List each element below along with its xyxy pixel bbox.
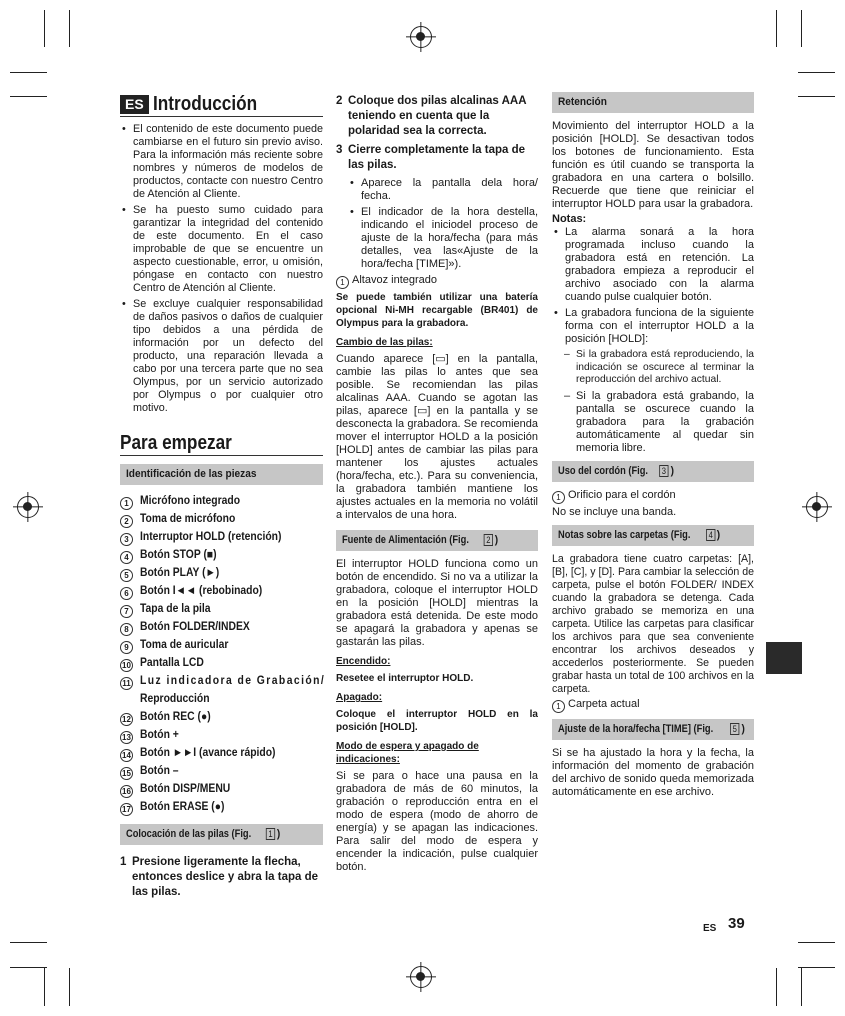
ni-mh-note: Se puede también utilizar una batería opcional Ni-MH recargable (BR401) de Olympus para la grabadora. — [336, 292, 538, 329]
column-left — [120, 92, 326, 904]
subheading: Modo de espera y apagado de indicaciones: — [336, 741, 479, 765]
figure-ref: 1 — [266, 828, 275, 840]
list-item: 10 Pantalla LCD — [120, 654, 323, 672]
paragraph: Movimiento del interruptor HOLD a la posición [HOLD]. Se desactivan todos los botones de funcionamiento. Esta función es útil cuando se transporta la grabadora en una cartera o bolsillo. Recuerde que tiene que reiniciar el interruptor HOLD para usar la grabadora. — [552, 120, 754, 210]
list-item: 13 Botón + — [120, 726, 323, 744]
subheading: Cambio de las pilas: — [336, 337, 433, 348]
crop-mark — [69, 968, 70, 1006]
list-item: 11 Luz indicadora de Grabación/ — [120, 672, 323, 690]
strap-item: 1 Orificio para el cordón — [552, 489, 754, 504]
intro-bullets — [120, 123, 323, 415]
list-item: 7 Tapa de la pila — [120, 600, 323, 618]
notes-bullets — [552, 226, 754, 346]
paragraph: Coloque el interruptor HOLD en la posición [HOLD]. — [336, 709, 538, 733]
list-item: • La alarma sonará a la hora programada incluso cuando la grabadora está en retención. La grabadora empieza a reproducir el archivo asociado con la alarma cuando pulse cualquier botón. — [552, 226, 754, 304]
figure-ref: 5 — [730, 723, 739, 735]
list-item: • Aparece la pantalla dela hora/ fecha. — [348, 177, 538, 203]
list-item: 6 Botón I◄◄ (rebobinado) — [120, 582, 323, 600]
list-item: • La grabadora funciona de la siguiente forma con el interruptor HOLD a la posición [HOLD]: — [552, 307, 754, 346]
crop-mark — [776, 968, 777, 1006]
time-header: Ajuste de la hora/fecha [TIME] (Fig. 5 ) — [552, 719, 754, 740]
paragraph: Resetee el interruptor HOLD. — [336, 673, 474, 684]
list-item: 12 Botón REC (●) — [120, 708, 323, 726]
registration-mark-icon — [806, 496, 828, 518]
crop-mark — [798, 967, 835, 968]
figure-ref: 3 — [660, 465, 669, 477]
registration-mark-icon — [410, 26, 432, 48]
language-tag: ES — [120, 95, 149, 114]
parts-list — [120, 492, 326, 816]
step-1: 1 Presione ligeramente la flecha, entonces deslice y abra la tapa de las pilas. — [120, 856, 318, 898]
crop-mark — [69, 10, 70, 47]
speaker-label: 1 Altavoz integrado — [336, 274, 538, 289]
list-item: • El indicador de la hora destella, indicando el iniciodel proceso de ajuste de la hora/fecha (para más detalles, vea las«Ajuste de la hora/fecha [TIME]»). — [348, 206, 538, 271]
list-item: 9 Toma de auricular — [120, 636, 323, 654]
battery-header: Colocación de las pilas (Fig. 1 ) — [120, 824, 323, 845]
paragraph: El interruptor HOLD funciona como un botón de encendido. Si no va a utilizar la grabadora, coloque el interruptor HOLD en la posición [HOLD] mientras la grabadora está detenida. De este modo se apagará la grabadora y apenas se gastarán las pilas. — [336, 558, 538, 648]
list-item: Reproducción — [140, 693, 210, 705]
subheading: Apagado: — [336, 692, 383, 703]
crop-mark — [798, 942, 835, 943]
folders-header: Notas sobre las carpetas (Fig. 4 ) — [552, 525, 754, 546]
crop-mark — [801, 10, 802, 47]
crop-mark — [44, 10, 45, 47]
power-header: Fuente de Alimentación (Fig. 2 ) — [336, 530, 538, 551]
retention-header: Retención — [552, 92, 754, 113]
figure-ref: 2 — [484, 534, 493, 546]
page-number: 39 — [728, 915, 745, 932]
list-item: • Se ha puesto sumo cuidado para garantizar la integridad del contenido de este documento. En el caso improbable de que se encuentre un aspecto cuestionable, error, u omisión, póngase en contacto con nuestro Centro de Atención al Cliente. — [120, 204, 323, 295]
registration-mark-icon — [410, 966, 432, 988]
section-thumb-tab — [766, 642, 802, 674]
subheading: Encendido: — [336, 656, 391, 667]
list-item: 8 Botón FOLDER/INDEX — [120, 618, 323, 636]
paragraph: Cuando aparece [▭] en la pantalla, cambie las pilas lo antes que sea posible. Se recomiendan las pilas alcalinas AAA. Cuando se agotan las pilas, aparece [▭] en la pantalla y se desconecta la grabadora. Se recomienda mover el interruptor HOLD a la posición [HOLD] antes de cambiar las pilas para mantener los ajustes actuales (hora/fecha, etc.). Para su conveniencia, la grabadora también mantiene los ajustes actuales en la memoria no volátil a intervalos de una hora. — [336, 353, 538, 521]
paragraph: Si se para o hace una pausa en la grabadora de más de 60 minutos, la grabación o reproducción entra en el modo de espera (modo de ahorro de energía) y se apagan las indicaciones. Para salir del modo de espera y encender la indicación, pulse cualquier botón. — [336, 770, 538, 873]
paragraph: Si se ha ajustado la hora y la fecha, la información del momento de grabación del archivo de sonido queda memorizada automáticamente en ese archivo. — [552, 746, 754, 798]
list-item: 16 Botón DISP/MENU — [120, 780, 323, 798]
strap-header: Uso del cordón (Fig. 3 ) — [552, 461, 754, 482]
list-item: – Si la grabadora está reproduciendo, la indicación se oscurece al terminar la reproducción del archivo actual. — [552, 349, 754, 387]
crop-mark — [10, 942, 47, 943]
list-item: 1 Micrófono integrado — [120, 492, 323, 510]
column-middle — [336, 94, 538, 876]
list-item: • Se excluye cualquier responsabilidad de daños pasivos o daños de cualquier tipo debidos a una pérdida de información por un defecto del producto, una reparación llevada a cabo por una tercera parte que no sea Olympus, por un servicio autorizado por Olympus o por cualquier otro motivo. — [120, 298, 323, 415]
crop-mark — [798, 96, 835, 97]
crop-mark — [10, 96, 47, 97]
paragraph: No se incluye una banda. — [552, 505, 677, 518]
crop-mark — [44, 968, 45, 1006]
list-item: 3 Interruptor HOLD (retención) — [120, 528, 323, 546]
list-item: 17 Botón ERASE (●) — [120, 798, 323, 816]
crop-mark — [801, 968, 802, 1006]
list-item: 4 Botón STOP (■) — [120, 546, 323, 564]
list-item: 5 Botón PLAY (►) — [120, 564, 323, 582]
list-item: 15 Botón – — [120, 762, 323, 780]
page-title: Introducción — [152, 93, 257, 115]
paragraph: La grabadora tiene cuatro carpetas: [A], [B], [C], y [D]. Para cambiar la selección de carpeta, pulse el botón FOLDER/ INDEX cuando la grabadora se detenga. Cada archivo grabado se memoriza en una carpeta. Utilice las carpetas para clasificar los archivos para que sea conveniente encontrar los archivos deseados y accederlos posteriormente. Se pueden grabar hasta un total de 100 archivos en la carpeta. — [552, 552, 754, 695]
step3-bullets — [336, 177, 538, 271]
crop-mark — [798, 72, 835, 73]
step-2: 2 Coloque dos pilas alcalinas AAA teniendo en cuenta que la polaridad sea la correcta. — [336, 95, 527, 137]
list-item: 14 Botón ►►I (avance rápido) — [120, 744, 323, 762]
crop-mark — [10, 72, 47, 73]
step-3: 3 Cierre completamente la tapa de las pilas. — [336, 144, 526, 171]
parts-header: Identificación de las piezas — [120, 464, 323, 485]
list-item: – Si la grabadora está grabando, la pantalla se oscurece cuando la grabadora para la grabación automáticamente al quedar sin memoria libre. — [552, 390, 754, 455]
crop-mark — [776, 10, 777, 47]
notes-dashes — [552, 349, 754, 455]
column-right — [552, 92, 754, 801]
intro-heading — [120, 92, 323, 117]
figure-ref: 4 — [706, 529, 715, 541]
notes-title: Notas: — [552, 213, 587, 225]
registration-mark-icon — [17, 496, 39, 518]
folder-item: 1 Carpeta actual — [552, 698, 754, 713]
footer-language: ES — [703, 923, 717, 934]
crop-mark — [10, 967, 47, 968]
list-item: • El contenido de este documento puede cambiarse en el futuro sin previo aviso. Para la información más reciente sobre nombres y números de modelos de productos, contacte con nuestro Centro de Atención al Cliente. — [120, 123, 323, 201]
section-title: Para empezar — [120, 431, 323, 456]
list-item: 2 Toma de micrófono — [120, 510, 323, 528]
